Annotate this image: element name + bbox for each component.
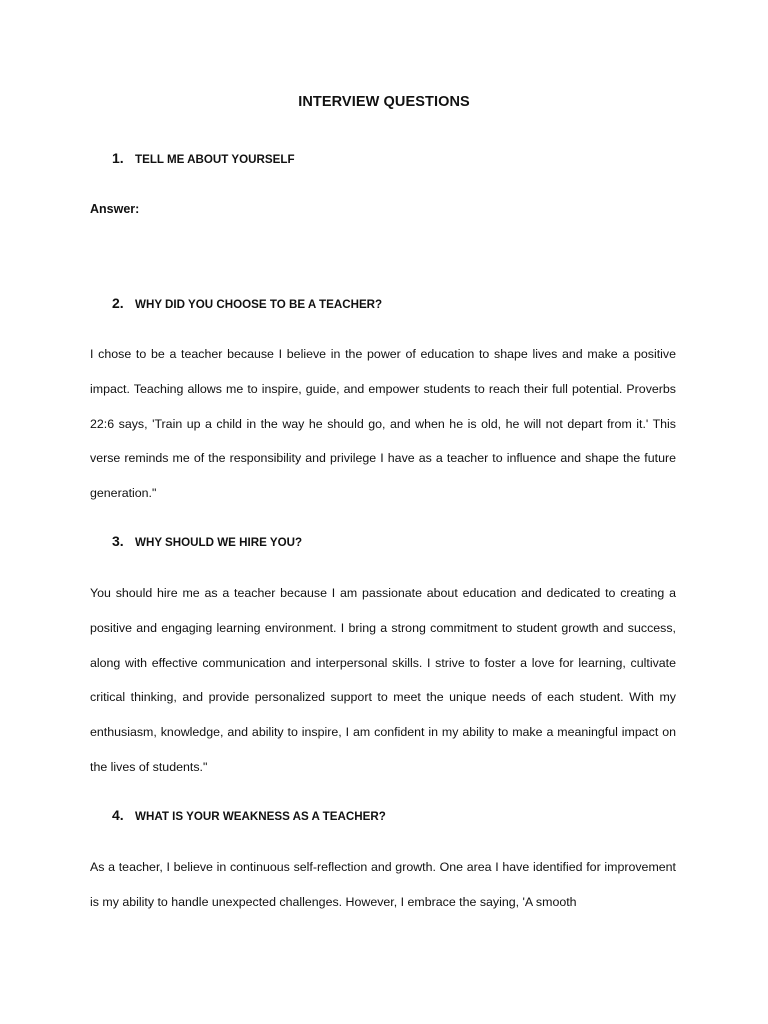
question-4-heading [112,807,692,823]
answer-label: Answer: [90,202,140,216]
question-3-heading [112,533,692,549]
question-2-heading [112,295,692,311]
question-3-text: WHY SHOULD WE HIRE YOU? [135,536,303,549]
question-3-answer: You should hire me as a teacher because I am passionate about education and dedicated to creating a positive and engaging learning environment. I bring a strong commitment to student growth and success, along with effective communication and interpersonal skills. I strive to foster a love for learning, cultivate critical thinking, and provide personalized support to meet the unique needs of each student. With my enthusiasm, knowledge, and ability to inspire, I am confident in my ability to make a meaningful impact on the lives of students." [90,586,676,774]
question-2-number: 2. [112,295,124,311]
question-1-number: 1. [112,150,124,166]
question-4-number: 4. [112,807,124,823]
question-4-text: WHAT IS YOUR WEAKNESS AS A TEACHER? [135,810,386,823]
question-2-text: WHY DID YOU CHOOSE TO BE A TEACHER? [135,298,383,311]
document-title: INTERVIEW QUESTIONS [298,94,470,110]
question-1-text: TELL ME ABOUT YOURSELF [135,153,295,166]
question-4-answer: As a teacher, I believe in continuous self-reflection and growth. One area I have identified for improvement is my ability to handle unexpected challenges. However, I embrace the saying, 'A smooth [90,860,676,909]
question-1-heading [112,150,692,166]
question-2-answer: I chose to be a teacher because I believe in the power of education to shape lives and make a positive impact. Teaching allows me to inspire, guide, and empower students to reach their full potential. Proverbs 22:6 says, 'Train up a child in the way he should go, and when he is old, he will not depart from it.' This verse reminds me of the responsibility and privilege I have as a teacher to influence and shape the future generation." [90,347,676,501]
question-3-number: 3. [112,533,124,549]
